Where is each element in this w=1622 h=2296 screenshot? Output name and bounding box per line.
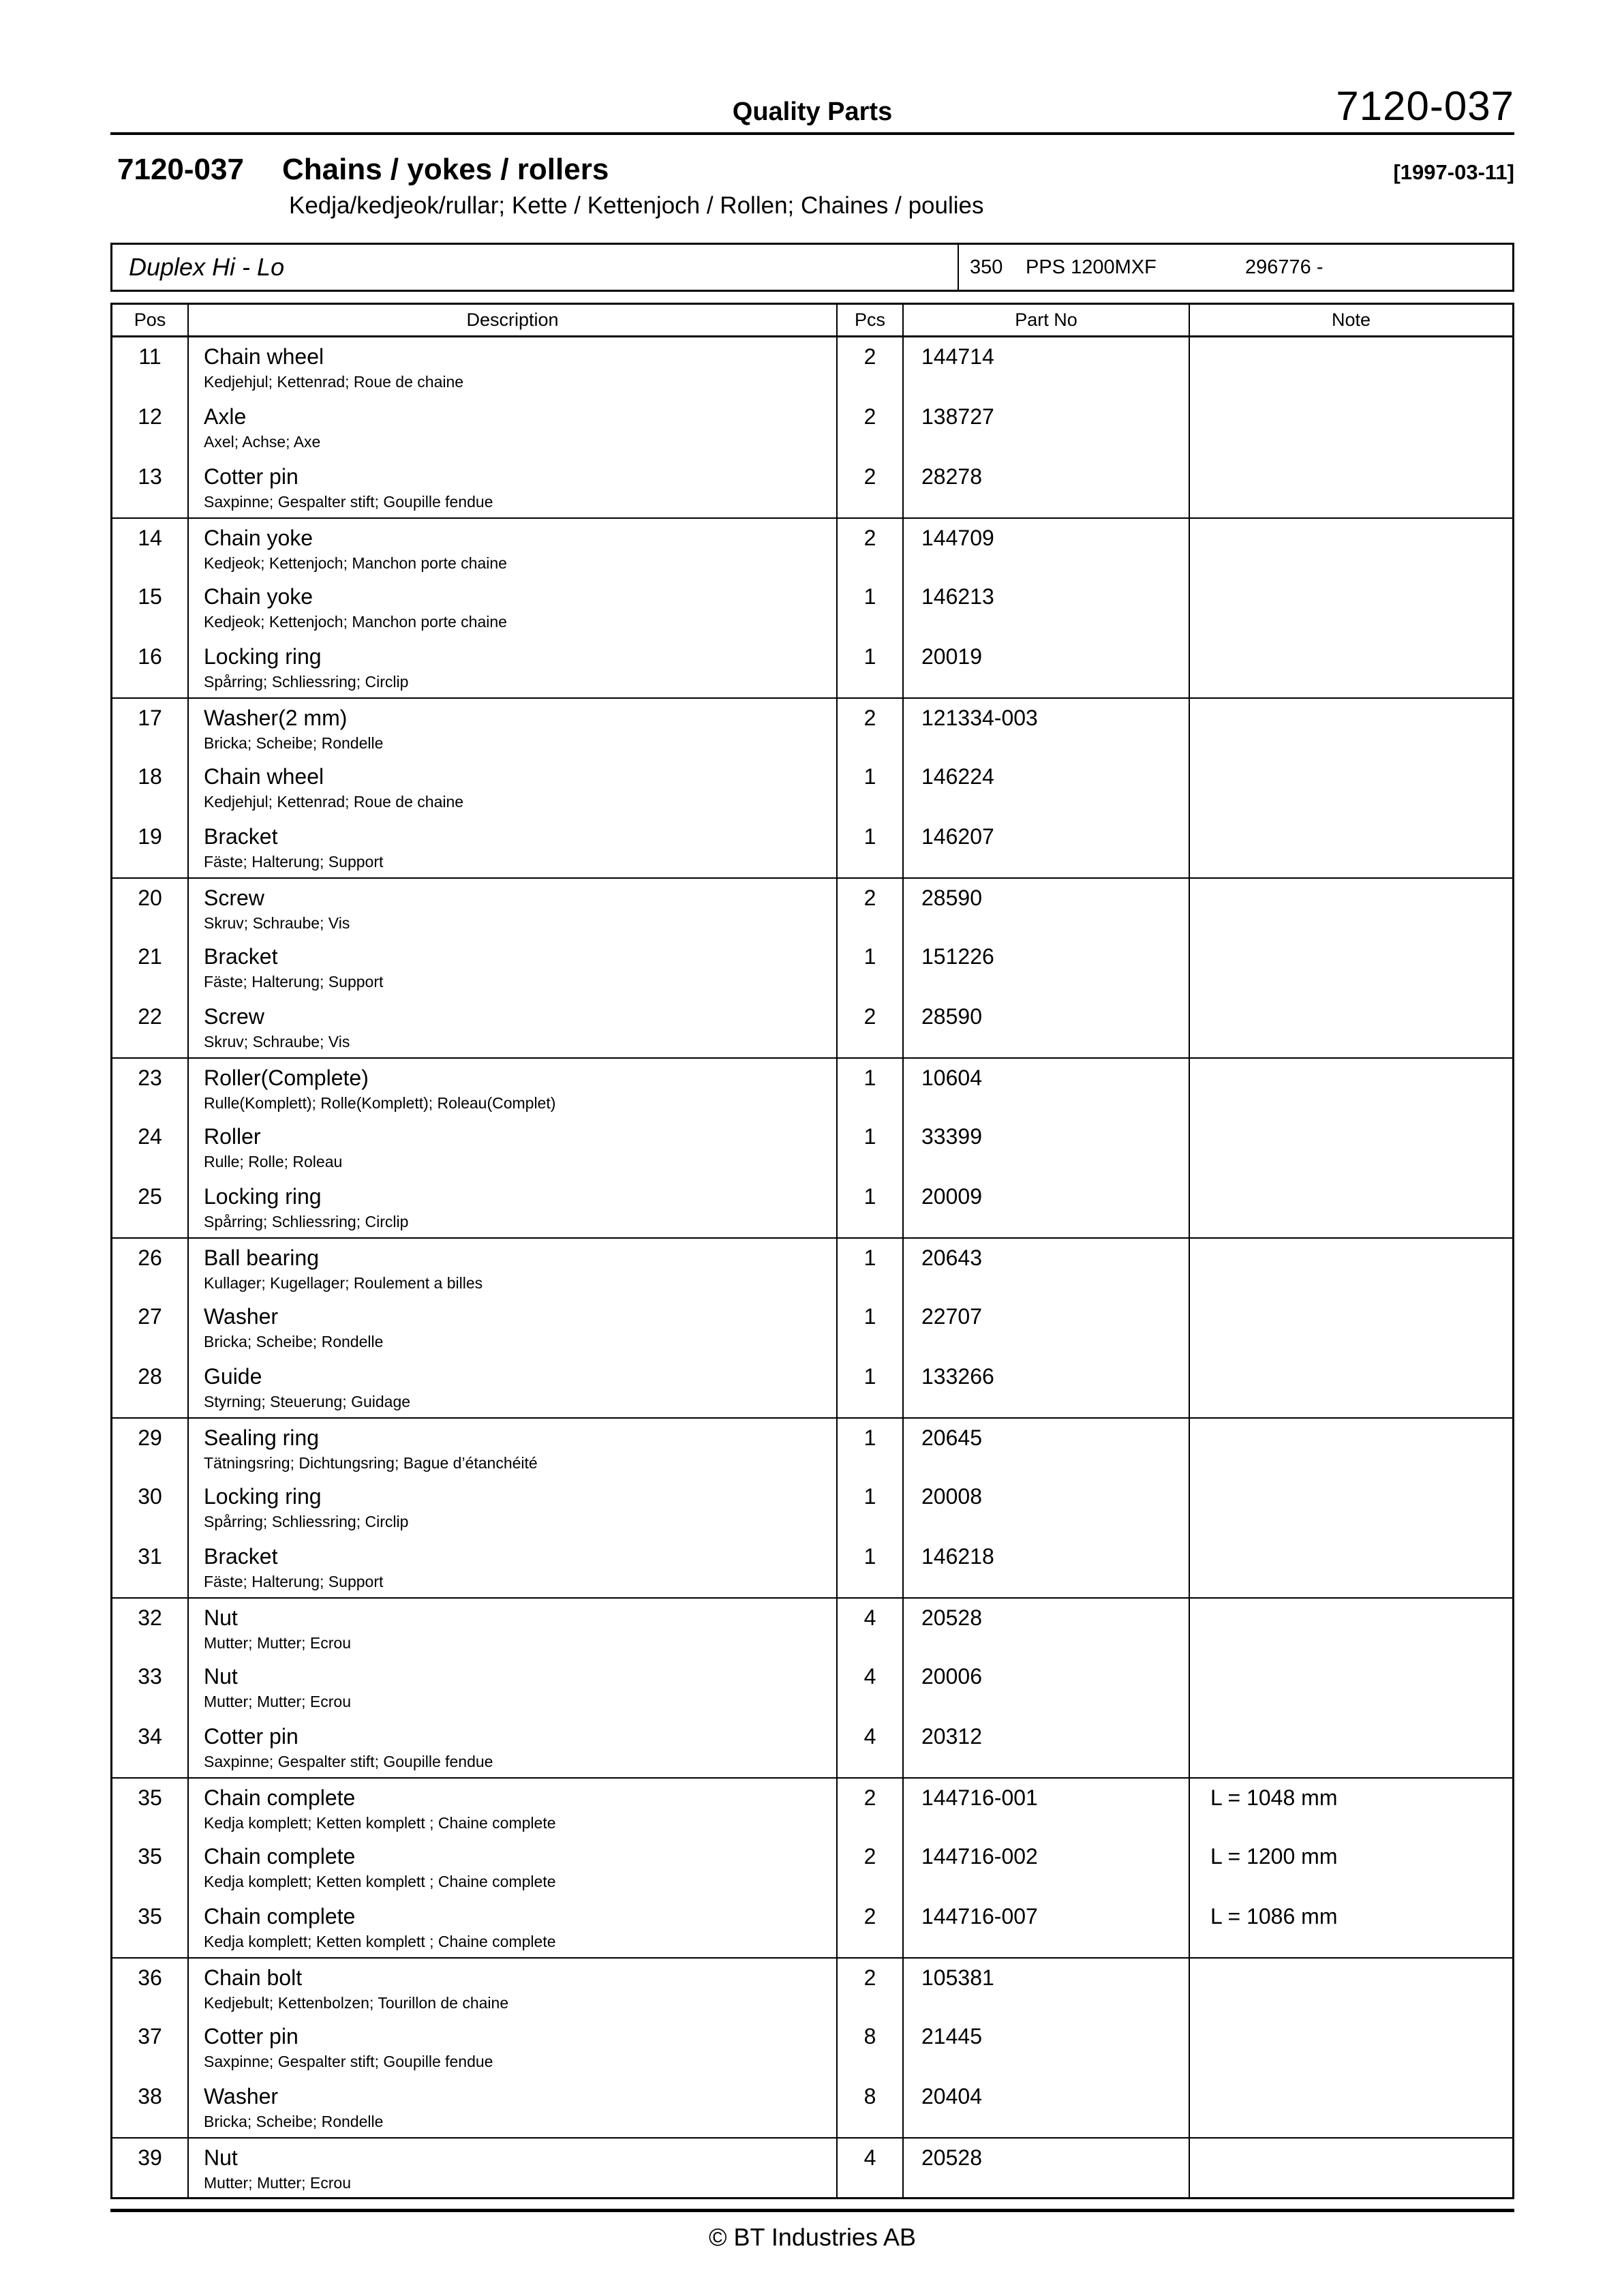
table-row bbox=[112, 517, 1512, 577]
title-row bbox=[110, 153, 1514, 187]
description-cell bbox=[189, 1117, 838, 1177]
description-translations: Saxpinne; Gespalter stift; Goupille fendue bbox=[204, 1752, 493, 1770]
pos-cell: 21 bbox=[112, 937, 189, 997]
pos-cell: 36 bbox=[112, 1959, 189, 2017]
description-cell bbox=[189, 1357, 838, 1417]
pos-cell: 31 bbox=[112, 1537, 189, 1597]
description-main: Bracket bbox=[204, 944, 278, 969]
pcs-cell: 2 bbox=[838, 457, 904, 517]
description-cell bbox=[189, 817, 838, 877]
description-main: Roller(Complete) bbox=[204, 1066, 369, 1090]
note-cell: L = 1086 mm bbox=[1210, 1904, 1338, 1929]
note-cell bbox=[1190, 1059, 1512, 1117]
description-translations: Fäste; Halterung; Support bbox=[204, 1572, 384, 1590]
description-cell bbox=[189, 1059, 838, 1117]
note-cell bbox=[1190, 1177, 1512, 1237]
note-cell bbox=[1190, 817, 1512, 877]
table-row bbox=[112, 1777, 1512, 1837]
note-cell bbox=[1190, 1357, 1512, 1417]
description-main: Chain complete bbox=[204, 1844, 356, 1869]
part-no-cell: 20528 bbox=[904, 2139, 1190, 2197]
note-cell bbox=[1190, 577, 1512, 637]
part-no-cell: 20019 bbox=[904, 637, 1190, 697]
description-main: Nut bbox=[204, 1664, 238, 1689]
pcs-cell: 1 bbox=[838, 817, 904, 877]
description-main: Roller bbox=[204, 1124, 261, 1149]
pos-cell: 37 bbox=[112, 2017, 189, 2077]
description-cell bbox=[189, 699, 838, 757]
note-cell bbox=[1190, 699, 1512, 757]
pcs-cell: 2 bbox=[838, 337, 904, 397]
description-main: Screw bbox=[204, 886, 264, 910]
description-main: Chain complete bbox=[204, 1904, 356, 1929]
header-divider bbox=[110, 132, 1514, 135]
description-translations: Spårring; Schliessring; Circlip bbox=[204, 672, 409, 691]
part-no-cell: 151226 bbox=[904, 937, 1190, 997]
table-row bbox=[112, 1177, 1512, 1237]
part-no-cell: 10604 bbox=[904, 1059, 1190, 1117]
note-cell bbox=[1190, 1537, 1512, 1597]
description-cell bbox=[189, 1239, 838, 1297]
part-no-cell: 20006 bbox=[904, 1657, 1190, 1717]
part-no-cell: 121334-003 bbox=[904, 699, 1190, 757]
pcs-cell: 2 bbox=[838, 1959, 904, 2017]
description-translations: Kedja komplett; Ketten komplett ; Chaine complete bbox=[204, 1872, 556, 1890]
pos-cell: 18 bbox=[112, 757, 189, 817]
pos-cell: 25 bbox=[112, 1177, 189, 1237]
pcs-cell: 2 bbox=[838, 997, 904, 1057]
model-code: 350 bbox=[970, 256, 1003, 278]
pos-cell: 35 bbox=[112, 1837, 189, 1897]
note-cell bbox=[1190, 1599, 1512, 1657]
header-description: Description bbox=[189, 305, 838, 335]
pcs-cell: 1 bbox=[838, 1357, 904, 1417]
pos-cell: 19 bbox=[112, 817, 189, 877]
part-no-cell: 28590 bbox=[904, 997, 1190, 1057]
description-cell bbox=[189, 997, 838, 1057]
part-no-cell: 20645 bbox=[904, 1419, 1190, 1477]
note-cell bbox=[1190, 1657, 1512, 1717]
pos-cell: 26 bbox=[112, 1239, 189, 1297]
pcs-cell: 4 bbox=[838, 2139, 904, 2197]
note-cell bbox=[1190, 1717, 1512, 1777]
pcs-cell: 8 bbox=[838, 2017, 904, 2077]
table-row bbox=[112, 757, 1512, 817]
note-cell bbox=[1190, 997, 1512, 1057]
description-main: Washer bbox=[204, 1304, 279, 1329]
part-no-cell: 22707 bbox=[904, 1297, 1190, 1357]
description-main: Bracket bbox=[204, 824, 278, 849]
pcs-cell: 2 bbox=[838, 1779, 904, 1837]
description-main: Chain wheel bbox=[204, 344, 324, 369]
pos-cell: 35 bbox=[112, 1897, 189, 1957]
table-header-row bbox=[112, 305, 1512, 337]
pcs-cell: 2 bbox=[838, 1837, 904, 1897]
description-translations: Kullager; Kugellager; Roulement a billes bbox=[204, 1273, 483, 1292]
description-main: Cotter pin bbox=[204, 1724, 299, 1749]
description-cell bbox=[189, 457, 838, 517]
part-no-cell: 20008 bbox=[904, 1477, 1190, 1537]
note-cell: L = 1200 mm bbox=[1210, 1844, 1338, 1869]
note-cell bbox=[1190, 397, 1512, 457]
table-row bbox=[112, 1597, 1512, 1657]
model-info-band bbox=[110, 243, 1514, 292]
part-no-cell: 33399 bbox=[904, 1117, 1190, 1177]
part-no-cell: 146213 bbox=[904, 577, 1190, 637]
table-row bbox=[112, 817, 1512, 877]
brand-title: Quality Parts bbox=[732, 97, 893, 126]
description-cell bbox=[189, 2139, 838, 2197]
pcs-cell: 1 bbox=[838, 757, 904, 817]
description-main: Sealing ring bbox=[204, 1425, 319, 1450]
pcs-cell: 4 bbox=[838, 1657, 904, 1717]
description-cell bbox=[189, 1959, 838, 2017]
description-translations: Kedja komplett; Ketten komplett ; Chaine complete bbox=[204, 1932, 556, 1950]
header-part-no: Part No bbox=[904, 305, 1190, 335]
description-cell bbox=[189, 1657, 838, 1717]
table-row bbox=[112, 877, 1512, 937]
table-row bbox=[112, 1957, 1512, 2017]
description-translations: Spårring; Schliessring; Circlip bbox=[204, 1512, 409, 1530]
description-main: Ball bearing bbox=[204, 1245, 319, 1270]
pos-cell: 28 bbox=[112, 1357, 189, 1417]
description-cell bbox=[189, 937, 838, 997]
part-no-cell: 144714 bbox=[904, 337, 1190, 397]
note-cell bbox=[1190, 1239, 1512, 1297]
description-translations: Tätningsring; Dichtungsring; Bague d’étanchéité bbox=[204, 1453, 538, 1472]
model-name: Duplex Hi - Lo bbox=[129, 253, 285, 281]
description-translations: Fäste; Halterung; Support bbox=[204, 852, 384, 871]
description-translations: Kedjeok; Kettenjoch; Manchon porte chaine bbox=[204, 554, 507, 572]
pcs-cell: 1 bbox=[838, 937, 904, 997]
description-translations: Mutter; Mutter; Ecrou bbox=[204, 1633, 352, 1652]
description-cell bbox=[189, 879, 838, 937]
description-translations: Mutter; Mutter; Ecrou bbox=[204, 1692, 352, 1710]
pcs-cell: 1 bbox=[838, 1059, 904, 1117]
pcs-cell: 2 bbox=[838, 879, 904, 937]
part-no-cell: 28590 bbox=[904, 879, 1190, 937]
description-main: Bracket bbox=[204, 1544, 278, 1569]
description-main: Washer bbox=[204, 2084, 279, 2109]
description-translations: Axel; Achse; Axe bbox=[204, 432, 321, 451]
description-main: Cotter pin bbox=[204, 2024, 299, 2049]
header-note: Note bbox=[1331, 309, 1371, 330]
parts-table bbox=[110, 303, 1514, 2199]
table-row bbox=[112, 1837, 1512, 1897]
note-cell bbox=[1190, 2077, 1512, 2137]
footer-divider bbox=[110, 2209, 1514, 2212]
description-translations: Saxpinne; Gespalter stift; Goupille fendue bbox=[204, 2052, 493, 2070]
part-no-cell: 20404 bbox=[904, 2077, 1190, 2137]
table-row bbox=[112, 1657, 1512, 1717]
description-cell bbox=[189, 1717, 838, 1777]
description-translations: Bricka; Scheibe; Rondelle bbox=[204, 734, 384, 752]
description-main: Locking ring bbox=[204, 1484, 322, 1509]
part-no-cell: 20009 bbox=[904, 1177, 1190, 1237]
description-translations: Kedjehjul; Kettenrad; Roue de chaine bbox=[204, 792, 464, 811]
pos-cell: 35 bbox=[112, 1779, 189, 1837]
note-cell bbox=[1190, 757, 1512, 817]
description-translations: Fäste; Halterung; Support bbox=[204, 972, 384, 991]
description-cell bbox=[189, 519, 838, 577]
table-row bbox=[112, 1357, 1512, 1417]
doc-number: 7120-037 bbox=[1336, 83, 1514, 129]
pcs-cell: 4 bbox=[838, 1599, 904, 1657]
description-main: Cotter pin bbox=[204, 464, 299, 489]
pcs-cell: 1 bbox=[838, 1537, 904, 1597]
note-cell bbox=[1190, 1297, 1512, 1357]
pos-cell: 34 bbox=[112, 1717, 189, 1777]
header-pos: Pos bbox=[112, 305, 189, 335]
description-translations: Rulle; Rolle; Roleau bbox=[204, 1152, 343, 1170]
table-row bbox=[112, 2017, 1512, 2077]
table-row bbox=[112, 637, 1512, 697]
note-cell bbox=[1190, 937, 1512, 997]
description-cell bbox=[189, 1779, 838, 1837]
pos-cell: 33 bbox=[112, 1657, 189, 1717]
table-row bbox=[112, 997, 1512, 1057]
table-row bbox=[112, 1297, 1512, 1357]
pos-cell: 22 bbox=[112, 997, 189, 1057]
description-cell bbox=[189, 1599, 838, 1657]
description-cell bbox=[189, 577, 838, 637]
pos-cell: 14 bbox=[112, 519, 189, 577]
pcs-cell: 2 bbox=[838, 699, 904, 757]
table-row bbox=[112, 2077, 1512, 2137]
pcs-cell: 2 bbox=[838, 519, 904, 577]
pcs-cell: 2 bbox=[838, 397, 904, 457]
part-no-cell: 144716-007 bbox=[904, 1897, 1190, 1957]
table-row bbox=[112, 457, 1512, 517]
revision-date: [1997-03-11] bbox=[1393, 160, 1514, 184]
part-no-cell: 105381 bbox=[904, 1959, 1190, 2017]
note-cell bbox=[1190, 457, 1512, 517]
table-body bbox=[112, 337, 1512, 2197]
table-row bbox=[112, 1117, 1512, 1177]
pcs-cell: 1 bbox=[838, 637, 904, 697]
description-cell bbox=[189, 337, 838, 397]
note-cell bbox=[1190, 519, 1512, 577]
description-main: Chain wheel bbox=[204, 764, 324, 789]
part-no-cell: 20643 bbox=[904, 1239, 1190, 1297]
description-cell bbox=[189, 397, 838, 457]
pos-cell: 17 bbox=[112, 699, 189, 757]
part-no-cell: 20528 bbox=[904, 1599, 1190, 1657]
pcs-cell: 1 bbox=[838, 1477, 904, 1537]
pos-cell: 24 bbox=[112, 1117, 189, 1177]
description-translations: Skruv; Schraube; Vis bbox=[204, 1032, 350, 1051]
part-no-cell: 133266 bbox=[904, 1357, 1190, 1417]
note-cell bbox=[1190, 1117, 1512, 1177]
part-no-cell: 146207 bbox=[904, 817, 1190, 877]
footer-copyright: © BT Industries AB bbox=[709, 2223, 916, 2251]
description-translations: Bricka; Scheibe; Rondelle bbox=[204, 1332, 384, 1350]
description-cell bbox=[189, 1297, 838, 1357]
part-no-cell: 144709 bbox=[904, 519, 1190, 577]
description-main: Chain yoke bbox=[204, 584, 313, 609]
pos-cell: 29 bbox=[112, 1419, 189, 1477]
table-row bbox=[112, 1897, 1512, 1957]
pos-cell: 20 bbox=[112, 879, 189, 937]
pos-cell: 32 bbox=[112, 1599, 189, 1657]
table-row bbox=[112, 1057, 1512, 1117]
description-main: Guide bbox=[204, 1364, 262, 1389]
part-no-cell: 144716-001 bbox=[904, 1779, 1190, 1837]
description-main: Nut bbox=[204, 2145, 238, 2170]
description-translations: Spårring; Schliessring; Circlip bbox=[204, 1212, 409, 1230]
pcs-cell: 1 bbox=[838, 1177, 904, 1237]
part-no-cell: 146218 bbox=[904, 1537, 1190, 1597]
pcs-cell: 1 bbox=[838, 1297, 904, 1357]
description-cell bbox=[189, 637, 838, 697]
part-no-cell: 28278 bbox=[904, 457, 1190, 517]
description-main: Washer(2 mm) bbox=[204, 706, 348, 730]
page-title: Chains / yokes / rollers bbox=[282, 153, 609, 186]
table-row bbox=[112, 397, 1512, 457]
pos-cell: 27 bbox=[112, 1297, 189, 1357]
pos-cell: 23 bbox=[112, 1059, 189, 1117]
note-cell bbox=[1190, 2139, 1512, 2197]
pcs-cell: 2 bbox=[838, 1897, 904, 1957]
table-row bbox=[112, 337, 1512, 397]
pos-cell: 13 bbox=[112, 457, 189, 517]
description-translations: Rulle(Komplett); Rolle(Komplett); Roleau(Complet) bbox=[204, 1093, 556, 1112]
description-main: Nut bbox=[204, 1605, 238, 1630]
table-row bbox=[112, 2137, 1512, 2197]
pos-cell: 39 bbox=[112, 2139, 189, 2197]
note-cell bbox=[1190, 637, 1512, 697]
table-row bbox=[112, 1477, 1512, 1537]
description-cell bbox=[189, 1477, 838, 1537]
description-cell bbox=[189, 1419, 838, 1477]
pcs-cell: 1 bbox=[838, 1239, 904, 1297]
pcs-cell: 1 bbox=[838, 1419, 904, 1477]
table-row bbox=[112, 1537, 1512, 1597]
pos-cell: 12 bbox=[112, 397, 189, 457]
description-main: Locking ring bbox=[204, 644, 322, 669]
info-band-divider bbox=[958, 245, 959, 290]
table-row bbox=[112, 577, 1512, 637]
part-no-cell: 20312 bbox=[904, 1717, 1190, 1777]
pcs-cell: 8 bbox=[838, 2077, 904, 2137]
page-header bbox=[110, 35, 1514, 132]
pcs-cell: 1 bbox=[838, 577, 904, 637]
description-main: Locking ring bbox=[204, 1184, 322, 1209]
note-cell bbox=[1190, 879, 1512, 937]
note-cell bbox=[1190, 2017, 1512, 2077]
model-type: PPS 1200MXF bbox=[1026, 256, 1157, 278]
description-translations: Saxpinne; Gespalter stift; Goupille fendue bbox=[204, 492, 493, 511]
description-translations: Kedjebult; Kettenbolzen; Tourillon de chaine bbox=[204, 1993, 509, 2012]
description-translations: Styrning; Steuerung; Guidage bbox=[204, 1392, 411, 1410]
table-row bbox=[112, 937, 1512, 997]
description-translations: Bricka; Scheibe; Rondelle bbox=[204, 2112, 384, 2130]
pcs-cell: 1 bbox=[838, 1117, 904, 1177]
pcs-cell: 4 bbox=[838, 1717, 904, 1777]
description-cell bbox=[189, 1537, 838, 1597]
description-translations: Mutter; Mutter; Ecrou bbox=[204, 2173, 352, 2192]
table-row bbox=[112, 1237, 1512, 1297]
description-main: Chain bolt bbox=[204, 1965, 303, 1990]
description-translations: Kedja komplett; Ketten komplett ; Chaine complete bbox=[204, 1813, 556, 1832]
section-number: 7120-037 bbox=[117, 153, 244, 186]
pos-cell: 38 bbox=[112, 2077, 189, 2137]
description-main: Screw bbox=[204, 1004, 264, 1029]
part-no-cell: 146224 bbox=[904, 757, 1190, 817]
description-cell bbox=[189, 1897, 838, 1957]
note-cell bbox=[1190, 1419, 1512, 1477]
description-main: Chain complete bbox=[204, 1785, 356, 1810]
description-cell bbox=[189, 1177, 838, 1237]
description-cell bbox=[189, 2017, 838, 2077]
description-main: Axle bbox=[204, 404, 247, 429]
pos-cell: 16 bbox=[112, 637, 189, 697]
table-row bbox=[112, 697, 1512, 757]
pos-cell: 30 bbox=[112, 1477, 189, 1537]
table-row bbox=[112, 1717, 1512, 1777]
table-row bbox=[112, 1417, 1512, 1477]
note-cell bbox=[1190, 1477, 1512, 1537]
header-pcs: Pcs bbox=[838, 305, 904, 335]
part-no-cell: 138727 bbox=[904, 397, 1190, 457]
note-cell bbox=[1190, 337, 1512, 397]
note-cell bbox=[1190, 1959, 1512, 2017]
part-no-cell: 144716-002 bbox=[904, 1837, 1190, 1897]
description-main: Chain yoke bbox=[204, 526, 313, 550]
serial-range: 296776 - bbox=[1245, 256, 1323, 278]
pos-cell: 15 bbox=[112, 577, 189, 637]
description-cell bbox=[189, 1837, 838, 1897]
description-cell bbox=[189, 2077, 838, 2137]
note-cell: L = 1048 mm bbox=[1210, 1785, 1338, 1810]
part-no-cell: 21445 bbox=[904, 2017, 1190, 2077]
page-subtitle: Kedja/kedjeok/rullar; Kette / Kettenjoch / Rollen; Chaines / poulies bbox=[289, 192, 984, 219]
description-cell bbox=[189, 757, 838, 817]
description-translations: Kedjehjul; Kettenrad; Roue de chaine bbox=[204, 372, 464, 391]
description-translations: Skruv; Schraube; Vis bbox=[204, 913, 350, 932]
description-translations: Kedjeok; Kettenjoch; Manchon porte chaine bbox=[204, 612, 507, 631]
pos-cell: 11 bbox=[112, 337, 189, 397]
